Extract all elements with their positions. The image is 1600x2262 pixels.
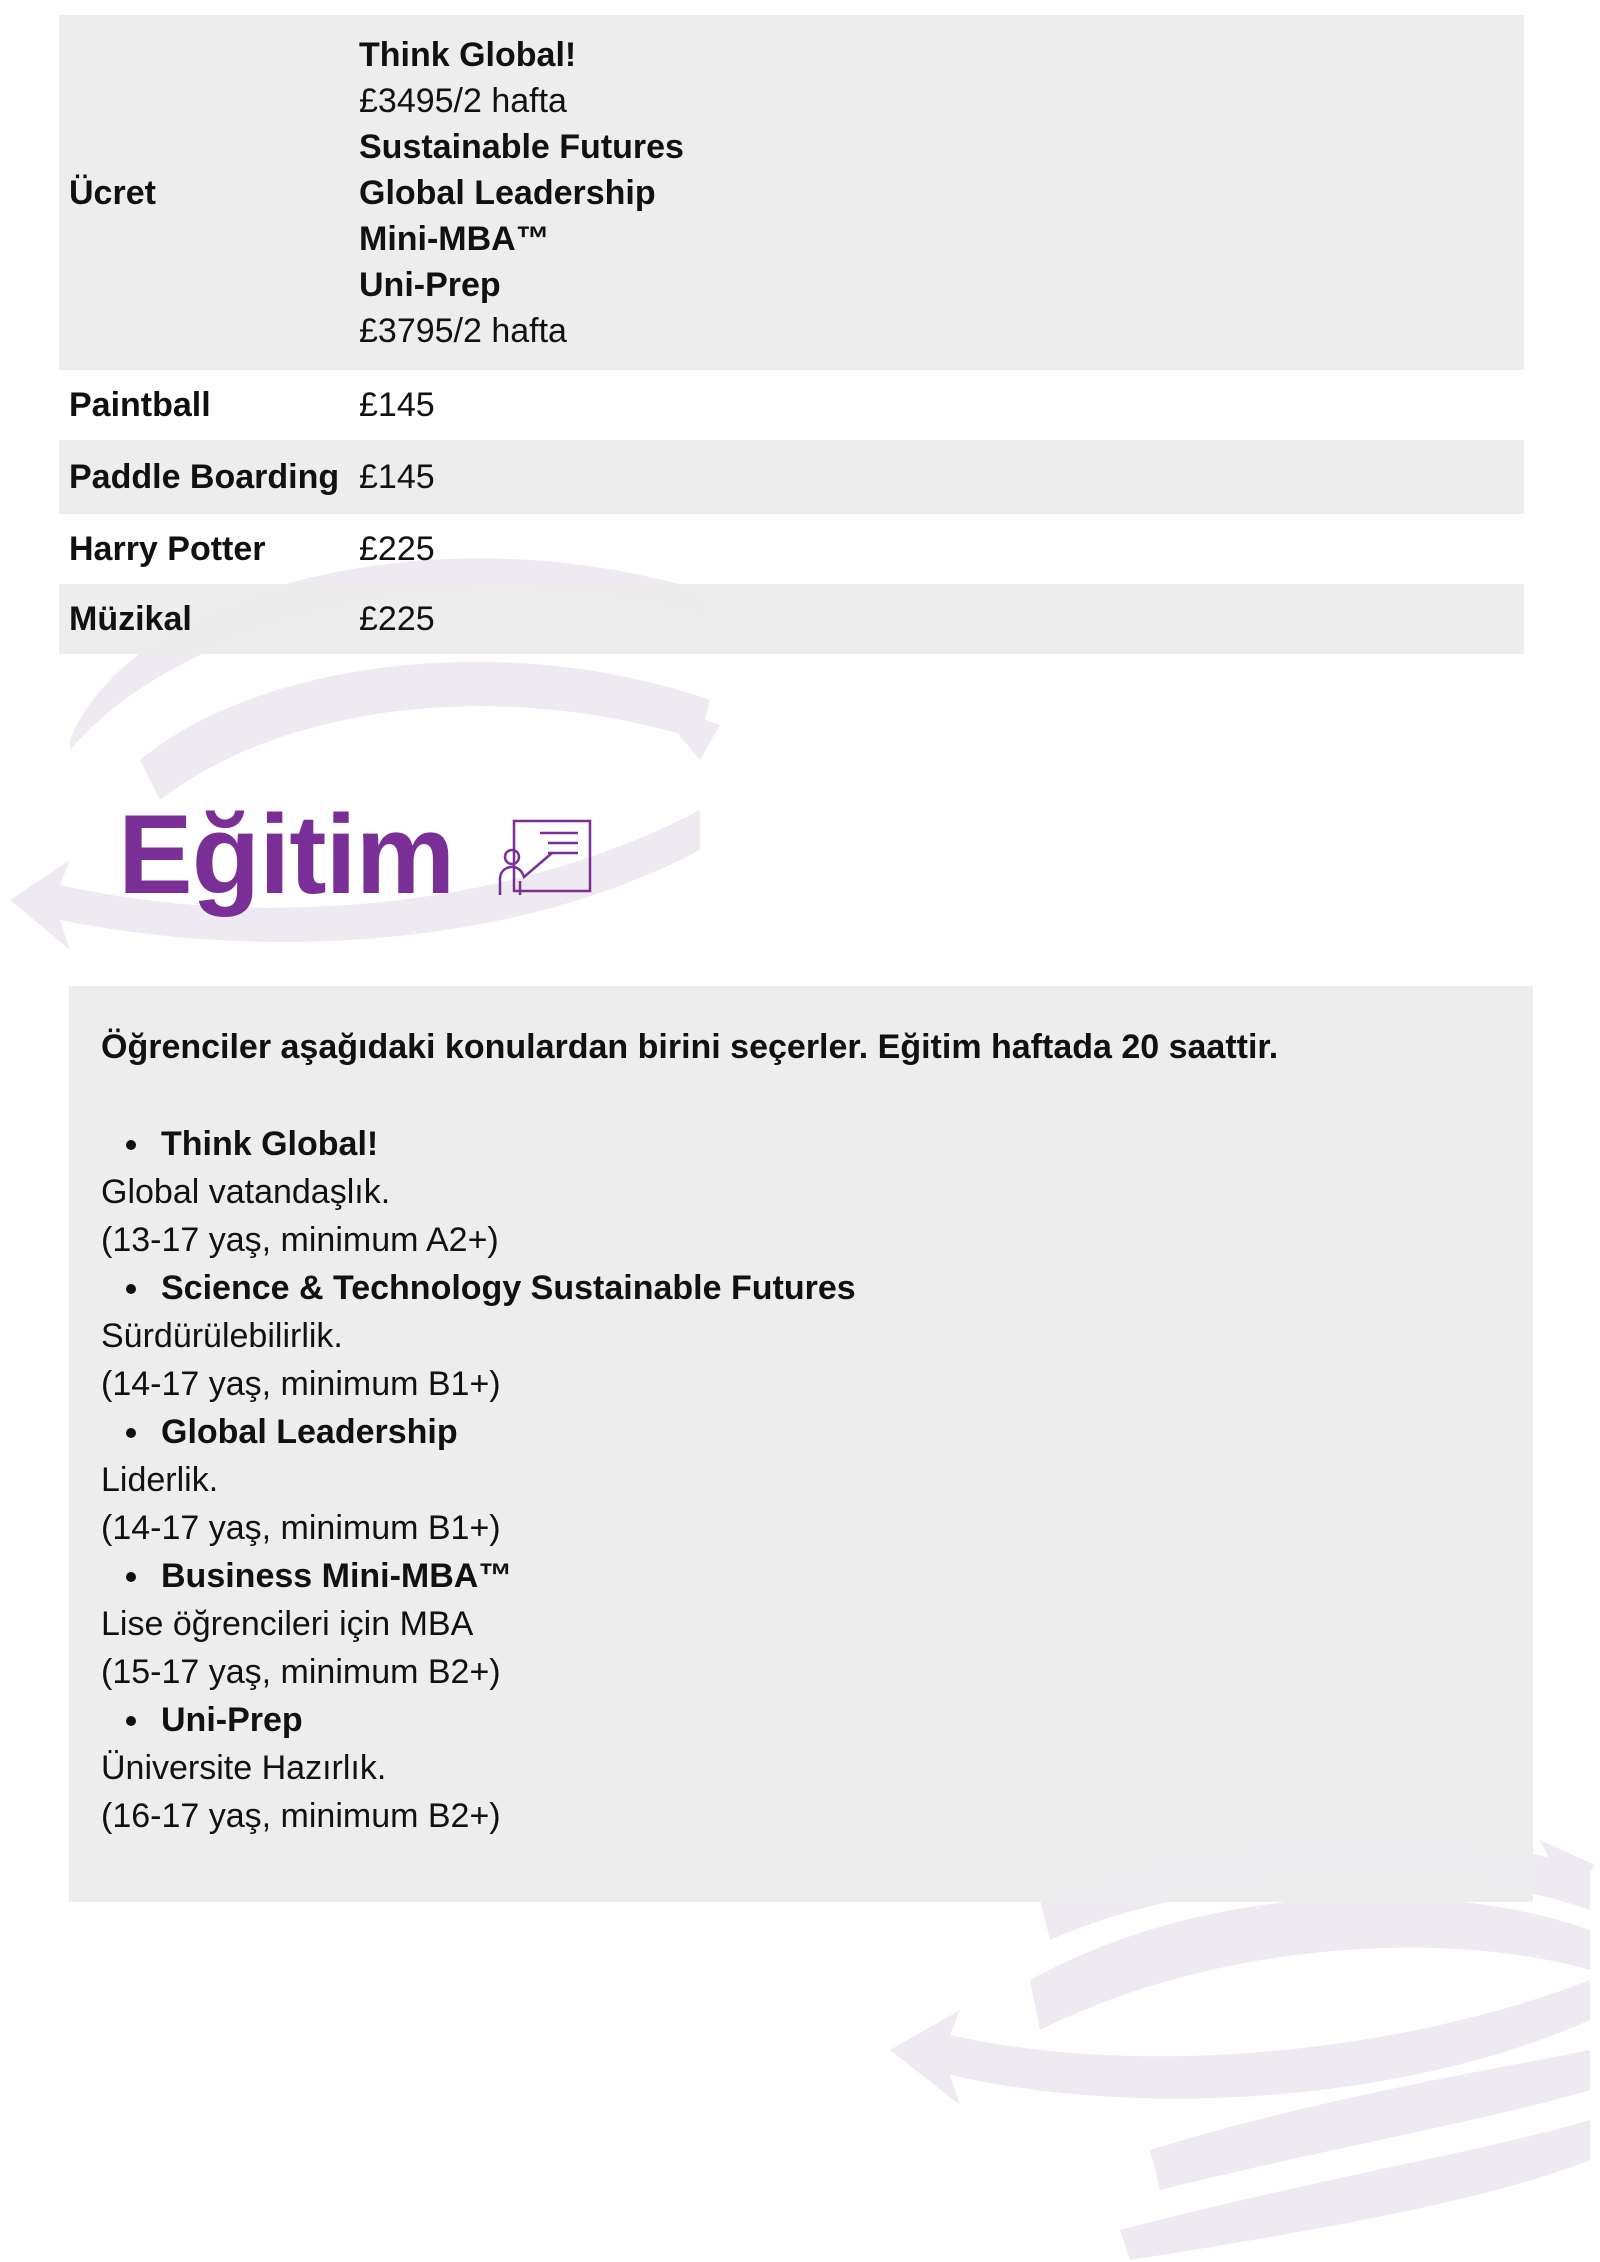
row-label: Harry Potter — [69, 530, 266, 568]
table-row — [59, 440, 1524, 514]
table-row — [59, 514, 1524, 584]
course-requirements: (13-17 yaş, minimum A2+) — [101, 1221, 499, 1259]
section-title: Eğitim — [118, 792, 455, 917]
row-value: £225 — [359, 530, 435, 568]
row-label: Ücret — [59, 15, 359, 370]
list-item — [101, 1264, 1501, 1408]
course-requirements: (14-17 yaş, minimum B1+) — [101, 1509, 501, 1547]
fee-line: £3795/2 hafta — [359, 311, 567, 350]
course-requirements: (14-17 yaş, minimum B1+) — [101, 1365, 501, 1403]
course-requirements: (15-17 yaş, minimum B2+) — [101, 1653, 501, 1691]
education-intro: Öğrenciler aşağıdaki konulardan birini seçerler. Eğitim haftada 20 saattir. — [101, 1028, 1279, 1066]
course-name: Business Mini-MBA™ — [101, 1552, 1501, 1600]
table-row — [59, 15, 1524, 370]
table-row — [59, 584, 1524, 654]
teacher-board-icon — [498, 819, 592, 902]
course-requirements: (16-17 yaş, minimum B2+) — [101, 1797, 501, 1835]
row-value: £145 — [359, 440, 1524, 514]
course-name: Science & Technology Sustainable Futures — [101, 1264, 1501, 1312]
row-value: £145 — [359, 386, 435, 424]
fee-line: Mini-MBA™ — [359, 219, 550, 258]
course-description: Global vatandaşlık. — [101, 1173, 391, 1211]
fee-details — [359, 15, 1524, 370]
section-header — [118, 790, 592, 920]
row-label: Paddle Boarding — [59, 440, 359, 514]
row-value: £225 — [359, 584, 1524, 654]
fees-table — [59, 15, 1524, 654]
fee-line: Global Leadership — [359, 173, 656, 212]
course-description: Sürdürülebilirlik. — [101, 1317, 343, 1355]
list-item — [101, 1552, 1501, 1696]
course-description: Lise öğrencileri için MBA — [101, 1605, 474, 1643]
row-label: Müzikal — [59, 584, 359, 654]
row-label: Paintball — [69, 386, 211, 424]
fee-line: Think Global! — [359, 35, 577, 74]
fee-line: £3495/2 hafta — [359, 81, 567, 120]
fee-line: Uni-Prep — [359, 265, 501, 304]
course-description: Üniversite Hazırlık. — [101, 1749, 387, 1787]
fee-line: Sustainable Futures — [359, 127, 684, 166]
course-name: Uni-Prep — [101, 1696, 1501, 1744]
education-panel — [69, 986, 1533, 1902]
course-name: Think Global! — [101, 1120, 1501, 1168]
list-item — [101, 1408, 1501, 1552]
course-description: Liderlik. — [101, 1461, 219, 1499]
list-item — [101, 1120, 1501, 1264]
course-name: Global Leadership — [101, 1408, 1501, 1456]
table-row — [59, 370, 1524, 440]
list-item — [101, 1696, 1501, 1840]
